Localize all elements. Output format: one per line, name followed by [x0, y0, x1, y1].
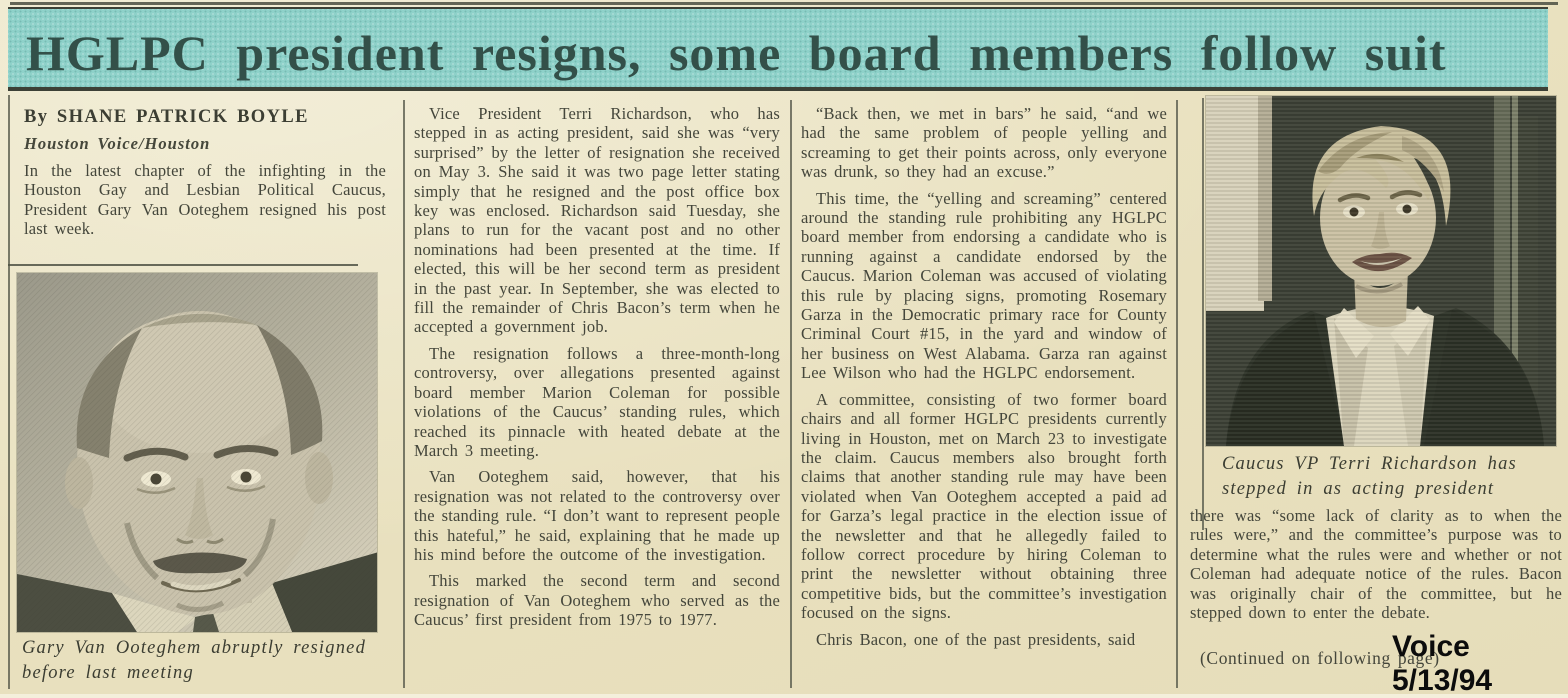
- voice-date-stamp: Voice 5/13/94: [1392, 630, 1493, 697]
- gary-portrait-illustration: [17, 273, 377, 632]
- article-paragraph: This time, the “yelling and screaming” centered around the standing rule prohibiting any HGLPC board member from endorsing a candidate who is running against a candidate endorsed by the Caucus. Marion Coleman was accused of violating this rule by placing signs, promoting Rosemary Garza in the Democratic primary race for County Criminal Court #15, in the yard and window of her business on West Alabama. Garza ran against Lee Wilson who had the HGLPC endorsement.: [801, 188, 1167, 383]
- article-paragraph: A committee, consisting of two former board chairs and all former HGLPC presidents currently living in Houston, met on March 23 to investigate the claim. Caucus members also brought forth claims that another standing rule may have been violated when Van Ooteghem accepted a paid ad for Garza’s legal practice in the election issue of the newsletter and that he allegedly failed to follow correct procedure by hiring Coleman to print the newsletter without obtaining three competitive bids, but the committee’s investigation focused on the signs.: [801, 389, 1167, 623]
- column-1: [24, 108, 386, 245]
- column-4: [1190, 506, 1562, 629]
- photo-column-rule: [1202, 98, 1204, 530]
- lede-paragraph: In the latest chapter of the infighting in the Houston Gay and Lesbian Political Caucus, President Gary Van Ooteghem resigned his post last week.: [24, 160, 386, 239]
- left-border-rule: [8, 95, 10, 689]
- column-divider-2: [790, 100, 792, 688]
- gary-van-ooteghem-photo: [17, 273, 377, 632]
- article-headline: HGLPC president resigns, some board members follow suit: [26, 25, 1447, 81]
- byline: By SHANE PATRICK BOYLE: [24, 107, 309, 127]
- terri-photo-caption: Caucus VP Terri Richardson has stepped in as acting president: [1222, 454, 1517, 499]
- headline-banner: [8, 7, 1548, 91]
- publication-credit: Houston Voice/Houston: [24, 134, 211, 154]
- article-paragraph: “Back then, we met in bars” he said, “and we had the same problem of people yelling and screaming to get their points across, only everyone was drunk, so they had an excuse.”: [801, 104, 1167, 182]
- article-paragraph: there was “some lack of clarity as to when the rules were,” and the committee’s purpose was to determine what the rules were and whether or not Coleman had adequate notice of the rules. Bacon was originally chair of the committee, but he stepped down to enter the debate.: [1190, 506, 1562, 623]
- article-paragraph: This marked the second term and second resignation of Van Ooteghem who served as the Caucus’ first president from 1975 to 1977.: [414, 571, 780, 630]
- gary-photo-caption: Gary Van Ooteghem abruptly resigned before last meeting: [22, 638, 367, 683]
- top-border-rule: [10, 2, 1558, 5]
- article-paragraph: Chris Bacon, one of the past presidents, said: [816, 629, 1136, 649]
- byline-section-rule: [8, 264, 358, 266]
- article-paragraph: The resignation follows a three-month-long controversy, over allegations presented against board member Marion Coleman for possible violations of the Caucus’ standing rules, which reached its pinnacle with heated debate at the March 3 meeting.: [414, 343, 780, 460]
- column-3: [801, 104, 1167, 656]
- terri-richardson-photo: [1206, 96, 1556, 446]
- terri-portrait-illustration: [1206, 96, 1556, 446]
- continued-notice: (Continued on following page): [1200, 648, 1440, 668]
- column-divider-1: [403, 100, 405, 688]
- article-paragraph: Van Ooteghem said, however, that his resignation was not related to the controversy over the standing rule. “I don’t want to represent people this hateful,” he said, explaining that he made up his mind before the outcome of the investigation.: [414, 467, 780, 564]
- article-paragraph: Vice President Terri Richardson, who has stepped in as acting president, said she was “very surprised” by the letter of resignation she received on May 3. She said it was two page letter stating simply that he resigned and the post office box key was enclosed. Richardson said Tuesday, she plans to run for the vacant post and no other nominations had been presented at the time. If elected, this will be her second term as president in the past year. In September, she was elected to fill the remainder of Chris Bacon’s term when he accepted a government job.: [414, 104, 780, 337]
- column-divider-3: [1176, 100, 1178, 688]
- column-2: [414, 104, 780, 637]
